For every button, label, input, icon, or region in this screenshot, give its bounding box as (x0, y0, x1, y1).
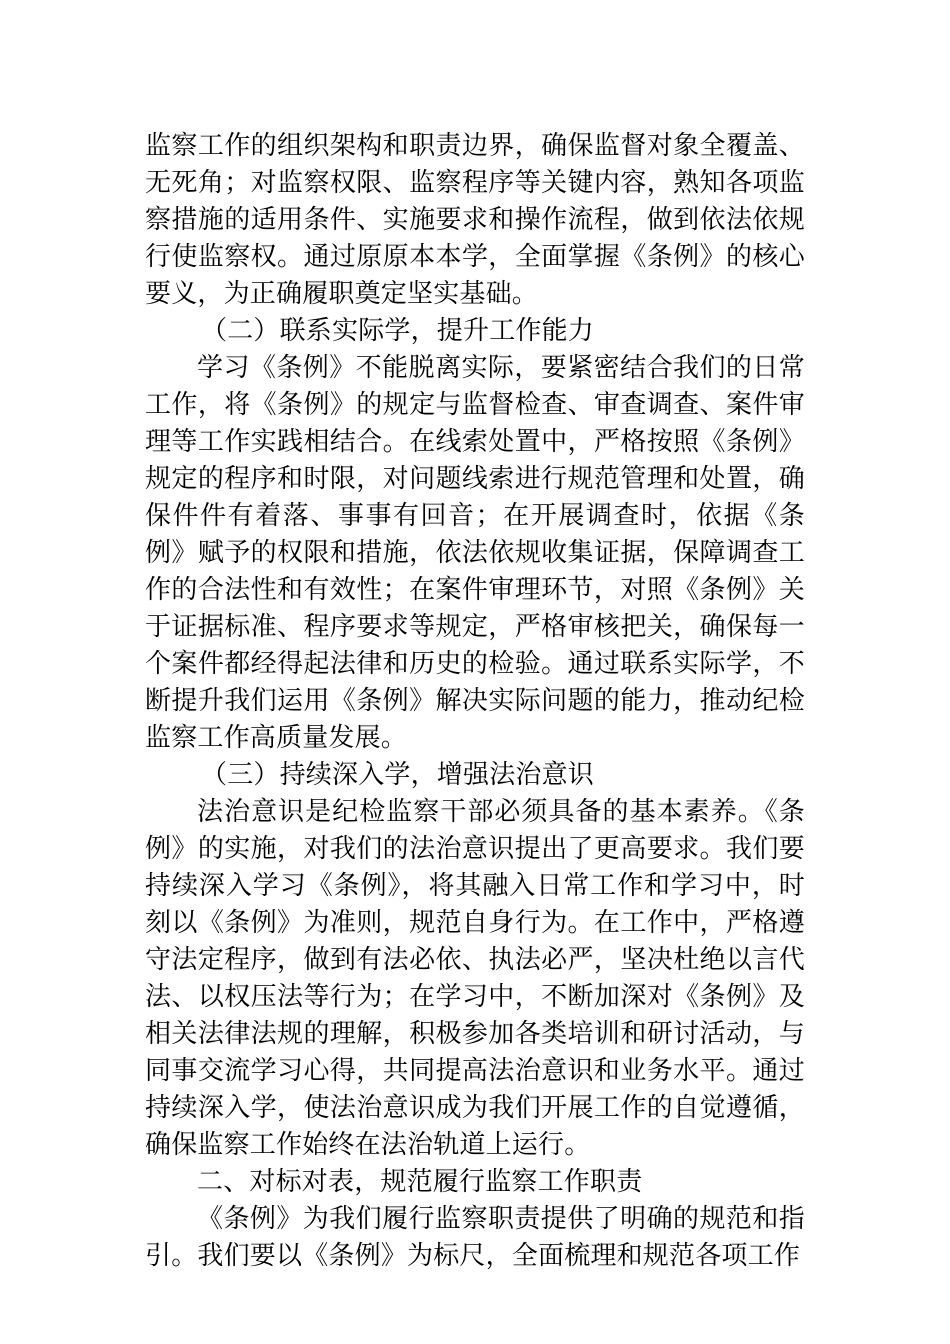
paragraph-practice: 学习《条例》不能脱离实际，要紧密结合我们的日常工作，将《条例》的规定与监督检查、审查调查、案件审理等工作实践相结合。在线索处置中，严格按照《条例》规定的程序和时限，对问题线索进行规范管理和处置，确保件件有着落、事事有回音；在开展调查时，依据《条例》赋予的权限和措施，依法依规收集证据，保障调查工作的合法性和有效性；在案件审理环节，对照《条例》关于证据标准、程序要求等规定，严格审核把关，确保每一个案件都经得起法律和历史的检验。通过联系实际学，不断提升我们运用《条例》解决实际问题的能力，推动纪检监察工作高质量发展。 (145, 353, 805, 753)
paragraph-regulation-guidance: 《条例》为我们履行监察职责提供了明确的规范和指引。我们要以《条例》为标尺，全面梳理和规范各项工作 (145, 1204, 805, 1271)
document-body (145, 128, 805, 1275)
section-heading-two: 二、对标对表，规范履行监察工作职责 (197, 1167, 643, 1197)
subheading-three: （三）持续深入学，增强法治意识 (201, 760, 595, 790)
paragraph-legal-awareness: 法治意识是纪检监察干部必须具备的基本素养。《条例》的实施，对我们的法治意识提出了更高要求。我们要持续深入学习《条例》，将其融入日常工作和学习中，时刻以《条例》为准则，规范自身行为。在工作中，严格遵守法定程序，做到有法必依、执法必严，坚决杜绝以言代法、以权压法等行为；在学习中，不断加深对《条例》及相关法律法规的理解，积极参加各类培训和研讨活动，与同事交流学习心得，共同提高法治意识和业务水平。通过持续深入学，使法治意识成为我们开展工作的自觉遵循，确保监察工作始终在法治轨道上运行。 (145, 797, 805, 1160)
paragraph-continued: 监察工作的组织架构和职责边界，确保监督对象全覆盖、无死角；对监察权限、监察程序等关键内容，熟知各项监察措施的适用条件、实施要求和操作流程，做到依法依规行使监察权。通过原原本本学，全面掌握《条例》的核心要义，为正确履职奠定坚实基础。 (145, 131, 805, 309)
subheading-two: （二）联系实际学，提升工作能力 (201, 316, 595, 346)
